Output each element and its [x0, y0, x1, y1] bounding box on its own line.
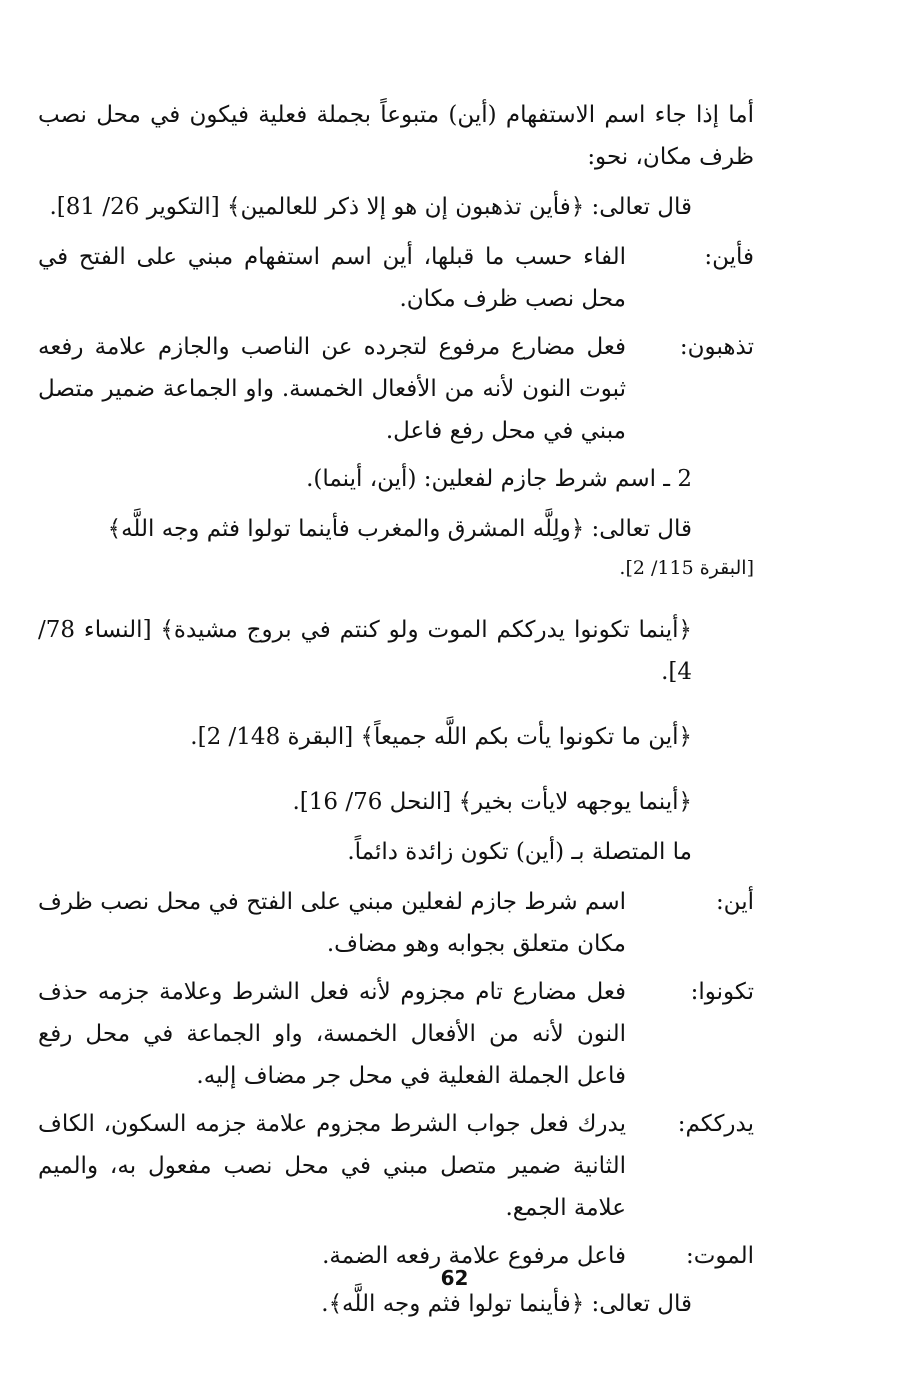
section-heading-2: 2 ـ اسم شرط جازم لفعلين: (أين، أينما). [306, 466, 692, 492]
parse-row-ayna [38, 881, 754, 965]
term-yudrikkum: يدرككم: [677, 1111, 754, 1137]
page-content [38, 94, 754, 1333]
term-takunu: تكونوا: [690, 979, 754, 1005]
term-fa-ayna: فأين: [704, 244, 754, 270]
parse-row-yudrikkum [38, 1103, 754, 1229]
ma-note: ما المتصلة بـ (أين) تكون زائدة دائماً. [347, 839, 692, 865]
def-ayna: اسم شرط جازم لفعلين مبني على الفتح في محل نصب ظرف مكان متعلق بجوابه وهو مضاف. [38, 889, 626, 957]
quote-baqara-115 [38, 508, 754, 550]
quote-baqara-115-text: قال تعالى: ﴿ولِلَّه المشرق والمغرب فأينما تولوا فثم وجه اللَّه﴾ [107, 516, 692, 542]
quote-baqara-148: ﴿أين ما تكونوا يأت بكم اللَّه جميعاً﴾ [البقرة 148/ 2]. [190, 724, 692, 750]
def-tadhhabun: فعل مضارع مرفوع لتجرده عن الناصب والجازم علامة رفعه ثبوت النون لأنه من الأفعال الخمسة. واو الجماعة ضمير متصل مبني في محل رفع فاعل. [38, 334, 626, 444]
parse-row-tadhhabun [38, 326, 754, 452]
quote-takwir: قال تعالى: ﴿فأين تذهبون إن هو إلا ذكر للعالمين﴾ [التكوير 26/ 81]. [49, 194, 692, 220]
quote-baqara-115-ref: [البقرة 115/ 2]. [619, 557, 754, 579]
parse-row-fa-ayna [38, 236, 754, 320]
def-fa-ayna: الفاء حسب ما قبلها، أين اسم استفهام مبني على الفتح في محل نصب ظرف مكان. [38, 244, 626, 312]
page-number: 62 [440, 1266, 469, 1290]
term-almawt: الموت: [686, 1243, 754, 1269]
term-tadhhabun: تذهبون: [679, 334, 754, 360]
intro-paragraph: أما إذا جاء اسم الاستفهام (أين) متبوعاً بجملة فعلية فيكون في محل نصب ظرف مكان، نحو: [38, 102, 754, 170]
parse-row-takunu [38, 971, 754, 1097]
def-takunu: فعل مضارع تام مجزوم لأنه فعل الشرط وعلامة جزمه حذف النون لأنه من الأفعال الخمسة، واو الجماعة في محل رفع فاعل الجملة الفعلية في محل جر مضاف إليه. [38, 979, 626, 1089]
term-ayna: أين: [715, 889, 754, 915]
quote-final: قال تعالى: ﴿فأينما تولوا فثم وجه اللَّه﴾. [321, 1291, 692, 1317]
def-yudrikkum: يدرك فعل جواب الشرط مجزوم علامة جزمه السكون، الكاف الثانية ضمير متصل مبني في محل نصب مفعول به، والميم علامة الجمع. [38, 1111, 626, 1221]
quote-nisa-78: ﴿أينما تكونوا يدرككم الموت ولو كنتم في بروج مشيدة﴾ [النساء 78/ 4]. [38, 617, 692, 685]
quote-nahl-76: ﴿أينما يوجهه لايأت بخير﴾ [النحل 76/ 16]. [292, 789, 692, 815]
def-almawt: فاعل مرفوع علامة رفعه الضمة. [322, 1243, 626, 1269]
